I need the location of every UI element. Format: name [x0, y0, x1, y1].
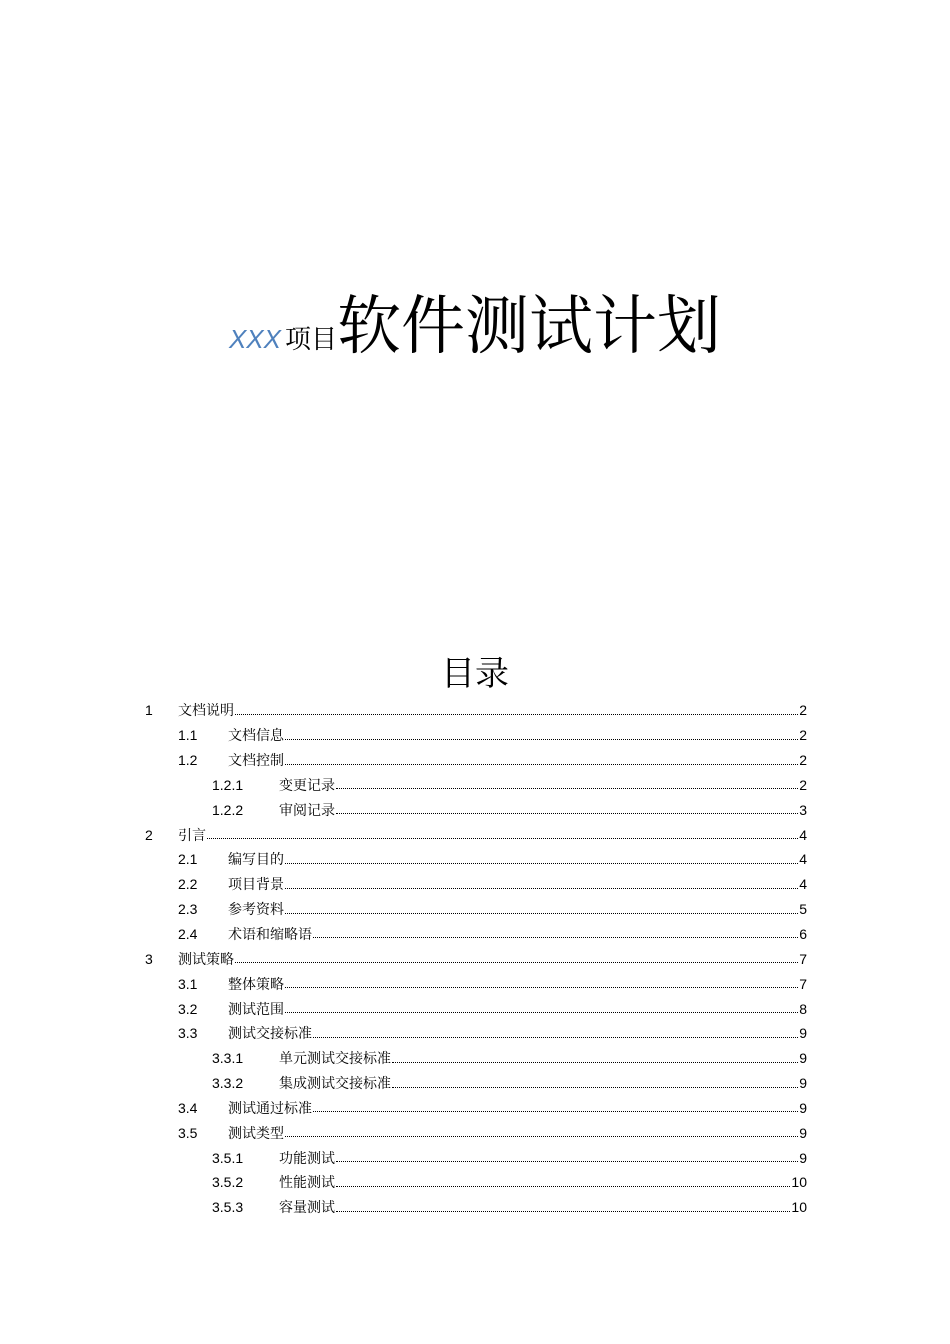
toc-entry[interactable] [145, 971, 807, 996]
toc-entry-page: 9 [799, 1025, 807, 1042]
toc-entry[interactable] [145, 1195, 807, 1220]
document-title [0, 282, 950, 372]
toc-entry[interactable] [145, 872, 807, 897]
toc-entry-title: 参考资料 [228, 902, 284, 919]
toc-dot-leader [285, 1136, 798, 1137]
toc-dot-leader [336, 1211, 790, 1212]
toc-entry[interactable] [145, 773, 807, 798]
toc-entry[interactable] [145, 1120, 807, 1145]
toc-dot-leader [392, 1062, 798, 1063]
toc-entry[interactable] [145, 797, 807, 822]
toc-entry-number: 3.1 [178, 975, 198, 992]
toc-dot-leader [285, 1012, 798, 1013]
toc-entry-title: 单元测试交接标准 [279, 1051, 391, 1068]
title-prefix: XXX [228, 324, 281, 354]
toc-entry-page: 10 [791, 1199, 807, 1216]
toc-entry[interactable] [145, 922, 807, 947]
toc-entry-number: 3.5.1 [212, 1149, 244, 1166]
toc-entry-title: 术语和缩略语 [228, 927, 312, 944]
toc-entry-title: 测试交接标准 [228, 1026, 312, 1043]
toc-entry-title: 容量测试 [279, 1200, 335, 1217]
toc-entry-page: 2 [799, 776, 807, 793]
toc-entry-number: 2.4 [178, 926, 198, 943]
toc-entry-number: 2.1 [178, 851, 198, 868]
toc-entry-number: 1.2 [178, 752, 198, 769]
toc-entry-page: 6 [799, 926, 807, 943]
toc-dot-leader [336, 788, 798, 789]
toc-dot-leader [235, 714, 798, 715]
toc-entry-page: 3 [799, 801, 807, 818]
toc-entry[interactable] [145, 847, 807, 872]
toc-entry[interactable] [145, 897, 807, 922]
toc-entry[interactable] [145, 1145, 807, 1170]
toc-dot-leader [313, 937, 798, 938]
toc-entry[interactable] [145, 1096, 807, 1121]
title-project: 项目 [285, 325, 338, 355]
toc-dot-leader [313, 1111, 798, 1112]
toc-entry-title: 集成测试交接标准 [279, 1076, 391, 1093]
toc-entry-number: 2.3 [178, 901, 198, 918]
toc-entry-page: 2 [799, 727, 807, 744]
toc-entry-title: 测试通过标准 [228, 1100, 312, 1117]
toc-entry-page: 2 [799, 702, 807, 719]
toc-entry-title: 功能测试 [279, 1150, 335, 1167]
toc-dot-leader [285, 888, 798, 889]
toc-entry-number: 2.2 [178, 876, 198, 893]
toc-entry-number: 3.5 [178, 1124, 198, 1141]
table-of-contents [145, 698, 807, 1220]
toc-entry-title: 变更记录 [279, 777, 335, 794]
toc-entry-title: 文档信息 [228, 728, 284, 745]
toc-entry-title: 整体策略 [228, 976, 284, 993]
toc-dot-leader [207, 838, 798, 839]
toc-dot-leader [336, 1186, 790, 1187]
toc-entry-number: 1.1 [178, 727, 198, 744]
toc-entry-number: 3.3.2 [212, 1075, 244, 1092]
toc-entry[interactable] [145, 1071, 807, 1096]
toc-entry-title: 文档控制 [228, 753, 284, 770]
toc-entry[interactable] [145, 822, 807, 847]
toc-entry-page: 7 [799, 975, 807, 992]
toc-entry-page: 2 [799, 752, 807, 769]
toc-entry-page: 9 [799, 1099, 807, 1116]
toc-entry-title: 测试策略 [178, 951, 234, 968]
toc-dot-leader [285, 913, 798, 914]
toc-entry[interactable] [145, 1021, 807, 1046]
toc-entry-number: 1.2.1 [212, 776, 244, 793]
toc-entry-page: 9 [799, 1075, 807, 1092]
toc-entry-page: 4 [799, 826, 807, 843]
toc-entry-page: 8 [799, 1000, 807, 1017]
toc-entry-page: 5 [799, 901, 807, 918]
toc-entry[interactable] [145, 698, 807, 723]
toc-entry-number: 3.5.2 [212, 1174, 244, 1191]
toc-dot-leader [313, 1037, 798, 1038]
toc-entry-title: 测试范围 [228, 1001, 284, 1018]
toc-entry-number: 1.2.2 [212, 801, 244, 818]
toc-entry-title: 编写目的 [228, 852, 284, 869]
toc-entry[interactable] [145, 996, 807, 1021]
toc-dot-leader [336, 813, 798, 814]
toc-entry-page: 9 [799, 1050, 807, 1067]
toc-entry-number: 3.3 [178, 1025, 198, 1042]
toc-entry[interactable] [145, 946, 807, 971]
toc-entry-page: 4 [799, 876, 807, 893]
toc-entry[interactable] [145, 1046, 807, 1071]
toc-dot-leader [392, 1087, 798, 1088]
toc-entry-page: 7 [799, 950, 807, 967]
toc-entry-page: 9 [799, 1149, 807, 1166]
toc-dot-leader [235, 962, 798, 963]
toc-entry-title: 审阅记录 [279, 802, 335, 819]
toc-entry-page: 4 [799, 851, 807, 868]
toc-dot-leader [336, 1161, 798, 1162]
toc-entry[interactable] [145, 748, 807, 773]
toc-entry-title: 项目背景 [228, 877, 284, 894]
toc-entry-title: 文档说明 [178, 703, 234, 720]
toc-dot-leader [285, 764, 798, 765]
toc-entry-page: 10 [791, 1174, 807, 1191]
toc-entry-number: 1 [145, 702, 153, 719]
toc-entry-title: 性能测试 [279, 1175, 335, 1192]
toc-entry-title: 引言 [178, 827, 206, 844]
toc-entry-number: 2 [145, 826, 153, 843]
toc-entry-title: 测试类型 [228, 1125, 284, 1142]
toc-entry-number: 3.2 [178, 1000, 198, 1017]
title-main: 软件测试计划 [337, 290, 722, 364]
toc-dot-leader [285, 739, 798, 740]
toc-entry-number: 3 [145, 950, 153, 967]
toc-dot-leader [285, 987, 798, 988]
toc-entry-number: 3.5.3 [212, 1199, 244, 1216]
toc-heading: 目录 [441, 654, 509, 694]
toc-entry-number: 3.3.1 [212, 1050, 244, 1067]
toc-dot-leader [285, 863, 798, 864]
toc-entry[interactable] [145, 723, 807, 748]
toc-entry-number: 3.4 [178, 1099, 198, 1116]
toc-entry-page: 9 [799, 1124, 807, 1141]
toc-entry[interactable] [145, 1170, 807, 1195]
